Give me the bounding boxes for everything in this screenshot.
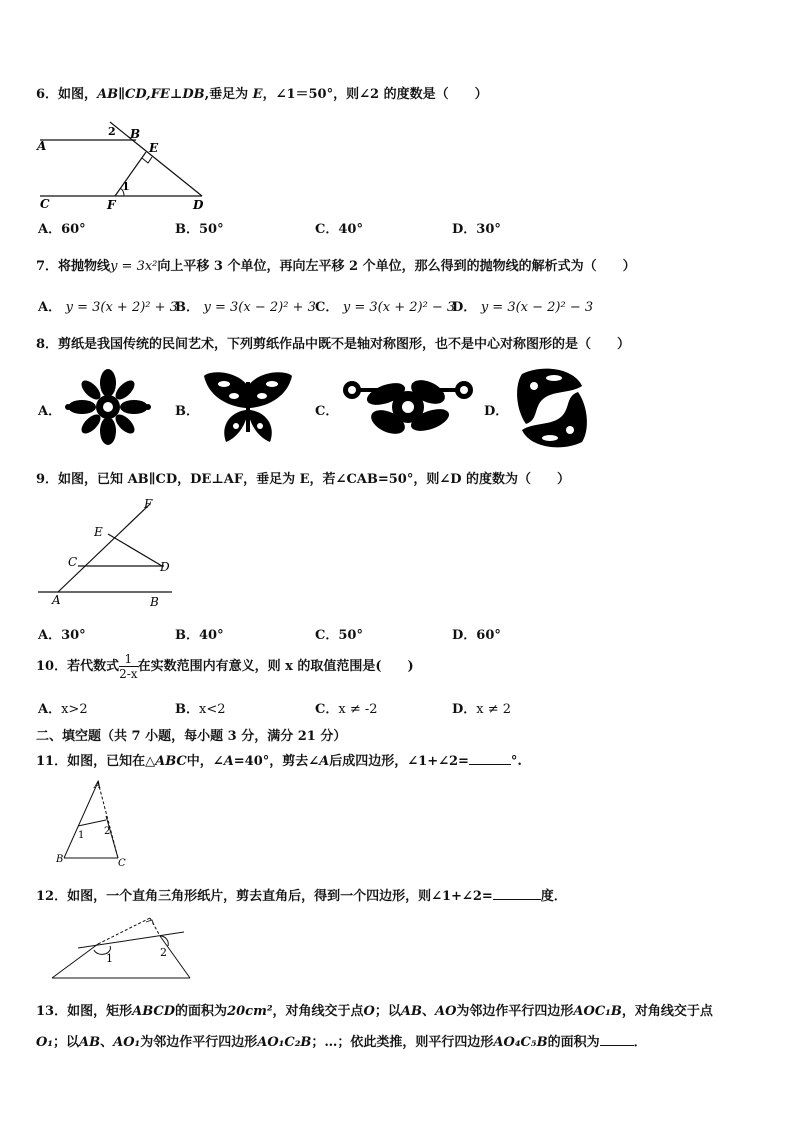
q10-option-a[interactable] xyxy=(38,698,88,717)
q6-option-d-letter: D． xyxy=(452,222,477,237)
q6-option-a-text: 60° xyxy=(61,222,86,237)
q10-frac-denominator: 2-x xyxy=(119,667,138,681)
q8-option-a-letter[interactable]: A． xyxy=(38,404,62,419)
q9-option-c[interactable] xyxy=(315,624,363,643)
q12-stem xyxy=(36,885,567,904)
q9-option-c-text: 50° xyxy=(338,628,363,643)
q13-point-o: O xyxy=(363,1004,375,1019)
q12-label-1: 1 xyxy=(106,952,113,965)
q8-papercut-fish-image[interactable] xyxy=(512,364,592,452)
q6-option-b-text: 50° xyxy=(199,222,224,237)
q11-label-a: A xyxy=(94,780,102,791)
q11-stem-b: 中， xyxy=(186,754,213,769)
q12-line-left xyxy=(52,944,98,978)
q10-number: 10． xyxy=(36,659,68,674)
section2-title: 二、填空题（共 7 小题，每小题 3 分，满分 21 分） xyxy=(36,729,347,744)
q9-option-a[interactable] xyxy=(38,624,86,643)
q10-option-d-letter: D． xyxy=(452,702,477,717)
q6-label-c: C xyxy=(40,197,50,211)
q6-right-angle xyxy=(142,157,152,163)
q9-figure xyxy=(36,496,176,614)
q6-option-a[interactable] xyxy=(38,218,86,237)
q10-stem-a: 若代数式 xyxy=(67,659,120,674)
q9-option-a-letter: A． xyxy=(38,628,62,643)
q10-option-d-text: x ≠ 2 xyxy=(476,702,512,717)
q8-option-d-letter[interactable]: D． xyxy=(484,404,509,419)
q9-label-d: D xyxy=(160,560,170,574)
q12-line-dashed-left xyxy=(98,918,150,944)
q13-line1-d: ；以 xyxy=(374,1004,401,1019)
q6-line-fe xyxy=(115,152,146,196)
q9-line-af xyxy=(58,504,150,592)
q10-option-c-text: x ≠ -2 xyxy=(338,702,378,717)
q10-stem xyxy=(36,652,414,681)
q6-option-a-letter: A． xyxy=(38,222,62,237)
q10-option-b-text: x<2 xyxy=(199,702,226,717)
q9-option-d[interactable] xyxy=(452,624,501,643)
q11-label-b: B xyxy=(56,854,64,865)
q7-stem xyxy=(36,255,636,274)
q6-figure xyxy=(32,118,212,212)
q13-line1-e: 为邻边作平行四边形 xyxy=(456,1004,574,1019)
q6-stem xyxy=(36,83,488,102)
q13-line2-d: ；…；依此类推，则平行四边形 xyxy=(311,1035,494,1050)
q7-option-a-text: y = 3(x + 2)² + 3 xyxy=(65,300,178,315)
q7-option-d-text: y = 3(x − 2)² − 3 xyxy=(480,300,594,315)
q11-stem-a: 如图，已知在 xyxy=(67,754,146,769)
q12-stem-a: 如图，一个直角三角形纸片，剪去直角后，得到一个四边形，则∠1+∠2= xyxy=(67,889,493,904)
q13-para2: AO₁C₂B xyxy=(257,1035,312,1050)
q9-option-a-text: 30° xyxy=(61,628,86,643)
q7-option-b[interactable] xyxy=(175,296,316,315)
q7-option-d-letter: D． xyxy=(452,300,477,315)
q13-area: 20cm² xyxy=(227,1004,273,1019)
q13-rect: ABCD xyxy=(132,1004,176,1019)
q11-math3: ∠A xyxy=(308,754,330,769)
q6-label-2: 2 xyxy=(108,125,116,138)
q10-option-c-letter: C． xyxy=(315,702,339,717)
q6-option-c[interactable] xyxy=(315,218,363,237)
q13-line2 xyxy=(36,1031,647,1050)
q8-number: 8． xyxy=(36,337,59,352)
q9-stem-text: 如图，已知 AB∥CD，DE⊥AF，垂足为 E，若∠CAB=50°，则∠D 的度数为（ ） xyxy=(58,472,571,487)
q10-option-c[interactable] xyxy=(315,698,378,717)
q6-option-b[interactable] xyxy=(175,218,224,237)
q9-label-f: F xyxy=(144,497,153,511)
q13-line1-b: 的面积为 xyxy=(175,1004,228,1019)
q11-line-ac xyxy=(106,816,118,858)
q7-number: 7． xyxy=(36,259,59,274)
q13-line2-c: 为邻边作平行四边形 xyxy=(140,1035,258,1050)
q11-stem-d: 后成四边形，∠1+∠2= xyxy=(329,754,469,769)
q13-seg1: AB xyxy=(400,1004,422,1019)
q13-seg3: AB xyxy=(79,1035,101,1050)
q8-papercut-floral-image[interactable] xyxy=(338,370,478,444)
q13-line1-f: ，对角线交于点 xyxy=(621,1004,713,1019)
q8-stem-text: 剪纸是我国传统的民间艺术，下列剪纸作品中既不是轴对称图形，也不是中心对称图形的是（ ） xyxy=(58,337,631,352)
q11-number: 11． xyxy=(36,754,68,769)
q11-figure xyxy=(54,776,134,868)
q11-answer-blank[interactable] xyxy=(469,752,511,765)
q13-line2-a: O₁ xyxy=(36,1035,54,1050)
q7-option-b-text: y = 3(x − 2)² + 3 xyxy=(203,300,316,315)
q10-option-a-letter: A． xyxy=(38,702,62,717)
q6-option-c-text: 40° xyxy=(338,222,363,237)
q13-seg4: AO₁ xyxy=(113,1035,141,1050)
q9-option-b[interactable] xyxy=(175,624,224,643)
q11-math1: △ABC xyxy=(145,754,187,769)
q6-label-d: D xyxy=(193,198,204,212)
q7-stem-b: 向上平移 3 个单位，再向左平移 2 个单位，那么得到的抛物线的解析式为（ ） xyxy=(157,259,636,274)
q12-number: 12． xyxy=(36,889,68,904)
q12-answer-blank[interactable] xyxy=(493,887,541,900)
q9-option-d-text: 60° xyxy=(476,628,501,643)
q7-option-d[interactable] xyxy=(452,296,593,315)
q13-line2-b: ；以 xyxy=(53,1035,80,1050)
q9-option-b-letter: B． xyxy=(175,628,199,643)
q13-para3: AO₄C₅B xyxy=(493,1035,548,1050)
q6-label-a: A xyxy=(37,139,47,153)
q9-label-a: A xyxy=(52,593,61,607)
q10-option-b[interactable] xyxy=(175,698,226,717)
q11-line-ab xyxy=(64,782,98,858)
q8-stem xyxy=(36,333,630,352)
q6-option-c-letter: C． xyxy=(315,222,339,237)
q7-option-a-letter: A． xyxy=(38,300,62,315)
q11-stem-c: =40°，剪去 xyxy=(233,754,309,769)
q13-answer-blank[interactable] xyxy=(600,1033,634,1046)
q7-option-c-letter: C． xyxy=(315,300,339,315)
q11-stem-e: °. xyxy=(510,754,522,769)
q8-option-c-letter[interactable]: C． xyxy=(315,404,339,419)
q6-option-d[interactable] xyxy=(452,218,501,237)
q13-line2-f: ． xyxy=(633,1035,647,1050)
q7-option-b-letter: B． xyxy=(175,300,199,315)
q6-number: 6． xyxy=(36,87,59,102)
q12-right-angle xyxy=(146,920,154,925)
q13-line2-e: 的面积为 xyxy=(547,1035,600,1050)
q9-label-b: B xyxy=(150,595,159,609)
q9-label-c: C xyxy=(68,555,78,569)
q9-option-b-text: 40° xyxy=(199,628,224,643)
q6-option-b-letter: B． xyxy=(175,222,199,237)
q11-cut-line xyxy=(78,820,106,826)
q11-label-c: C xyxy=(118,858,126,868)
q7-option-c[interactable] xyxy=(315,296,455,315)
q6-label-b: B xyxy=(130,127,141,141)
q11-math2: ∠A xyxy=(212,754,234,769)
q8-option-b-letter[interactable]: B． xyxy=(175,404,199,419)
q10-frac-numerator: 1 xyxy=(119,652,137,667)
q12-label-2: 2 xyxy=(160,946,167,959)
q10-option-b-letter: B． xyxy=(175,702,199,717)
q10-stem-b: 在实数范围内有意义，则 x 的取值范围是( ) xyxy=(137,659,414,674)
q9-option-d-letter: D． xyxy=(452,628,477,643)
q10-fraction xyxy=(119,652,137,681)
q8-papercut-flower-image[interactable] xyxy=(64,368,152,446)
q13-para1: AOC₁B xyxy=(573,1004,622,1019)
q6-label-1: 1 xyxy=(122,180,130,193)
q6-math1: AB∥CD,FE⊥DB xyxy=(97,87,205,102)
q6-stem-b: ,垂足为 xyxy=(204,87,249,102)
q13-line1-c: ，对角线交于点 xyxy=(272,1004,364,1019)
q7-option-c-text: y = 3(x + 2)² − 3 xyxy=(342,300,456,315)
q7-stem-a: 将抛物线 xyxy=(58,259,111,274)
q11-stem xyxy=(36,750,522,769)
q6-option-d-text: 30° xyxy=(476,222,501,237)
q6-label-e: E xyxy=(149,141,159,155)
q9-option-c-letter: C． xyxy=(315,628,339,643)
q11-label-2: 2 xyxy=(104,826,111,837)
q7-formula: y = 3x² xyxy=(110,259,158,274)
q13-sep1: 、 xyxy=(421,1004,435,1019)
q10-option-a-text: x>2 xyxy=(61,702,88,717)
q8-papercut-butterfly-image[interactable] xyxy=(200,368,296,446)
q10-option-d[interactable] xyxy=(452,698,511,717)
q6-stem-a: 如图， xyxy=(58,87,98,102)
q9-line-ed xyxy=(108,534,162,566)
q12-stem-b: 度． xyxy=(540,889,567,904)
q13-sep2: 、 xyxy=(100,1035,114,1050)
q9-label-e: E xyxy=(94,525,103,539)
q13-line1 xyxy=(36,1000,713,1019)
q6-label-f: F xyxy=(107,198,116,212)
q11-label-1: 1 xyxy=(78,830,85,841)
q13-line1-a: 如图，矩形 xyxy=(67,1004,133,1019)
q12-line-dashed-right xyxy=(150,918,160,936)
q13-number: 13． xyxy=(36,1004,68,1019)
q9-number: 9． xyxy=(36,472,59,487)
q12-figure xyxy=(48,910,198,982)
q6-math2: E xyxy=(252,87,263,102)
q7-option-a[interactable] xyxy=(38,296,178,315)
q6-stem-c: ，∠1＝50°，则∠2 的度数是（ ） xyxy=(262,87,488,102)
q13-seg2: AO xyxy=(434,1004,457,1019)
q9-stem xyxy=(36,468,570,487)
